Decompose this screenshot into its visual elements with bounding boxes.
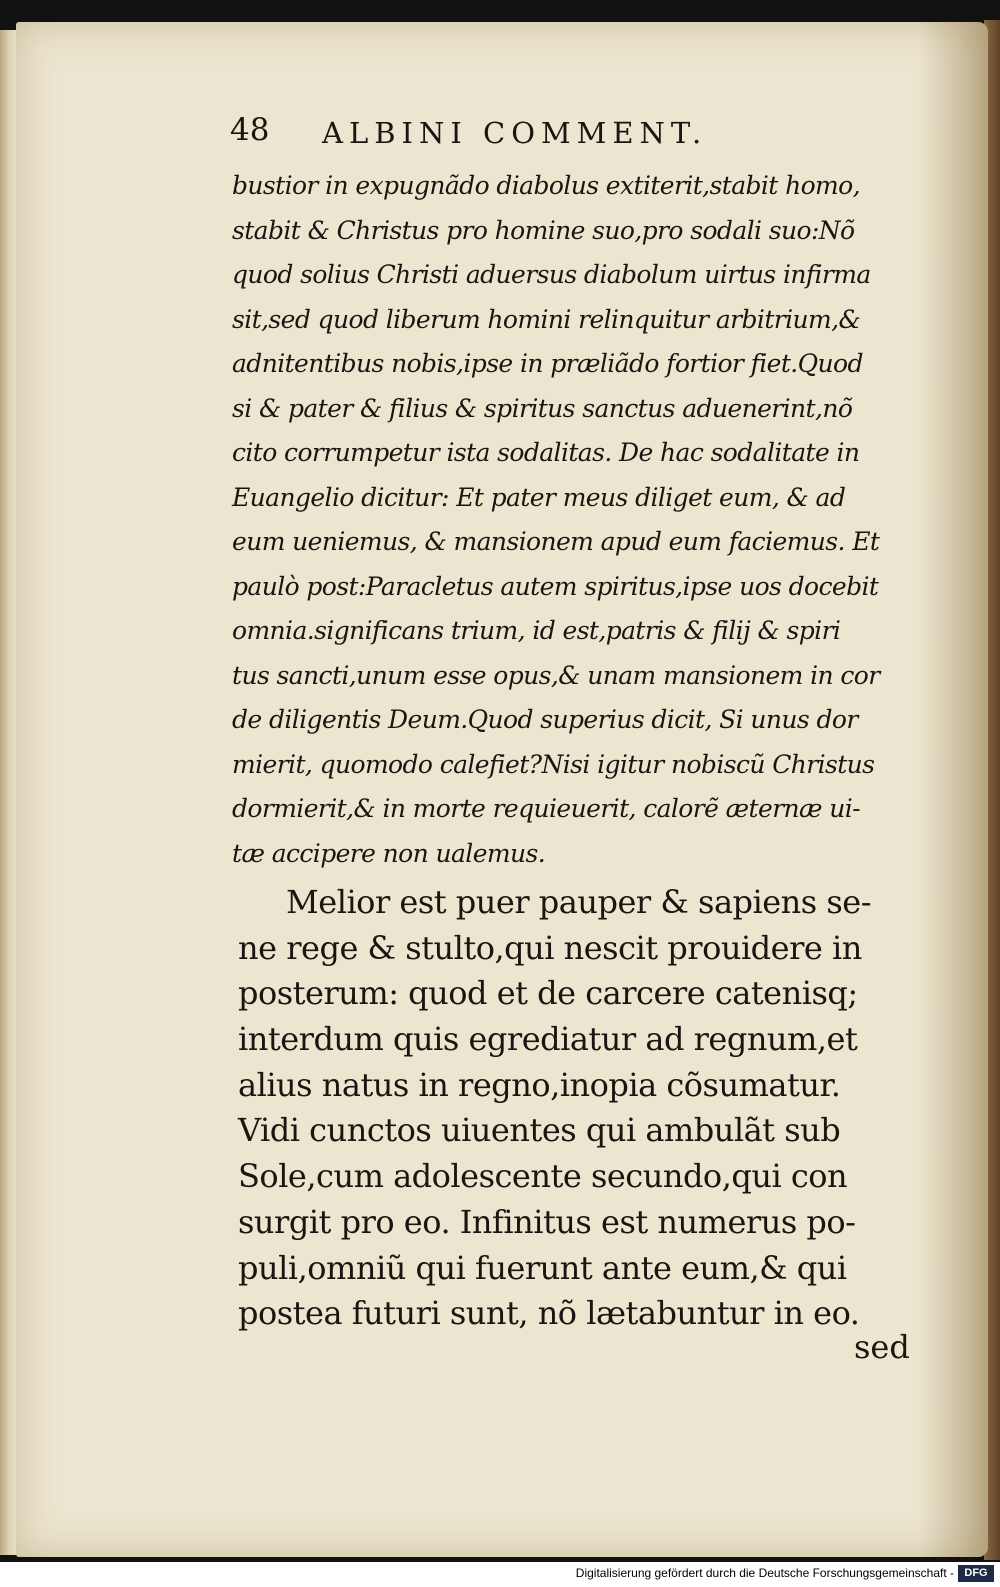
- commentary-line: Euangelio dicitur: Et pater meus diliget eum, & ad: [232, 482, 846, 512]
- commentary-line: stabit & Christus pro homine suo,pro sodali suo:Nõ: [232, 215, 855, 245]
- commentary-text: [232, 164, 902, 876]
- commentary-line: de diligentis Deum.Quod superius dicit, Si unus dor: [232, 705, 858, 734]
- commentary-line: tæ accipere non ualemus.: [232, 838, 546, 868]
- scripture-line: surgit pro eo. Infinitus est numerus po-: [238, 1202, 856, 1241]
- running-head: [230, 108, 830, 154]
- commentary-line: bustior in expugnãdo diabolus extiterit,stabit homo,: [232, 171, 860, 200]
- commentary-line: eum ueniemus, & mansionem apud eum faciemus. Et: [232, 527, 880, 556]
- digitization-credit: [0, 1562, 1000, 1587]
- catchword: sed: [854, 1328, 910, 1366]
- commentary-line: si & pater & filius & spiritus sanctus aduenerint,nõ: [232, 393, 853, 423]
- running-title: ALBINI COMMENT.: [322, 116, 708, 150]
- scripture-line: postea futuri sunt, nõ lætabuntur in eo.: [238, 1294, 860, 1333]
- commentary-line: omnia.significans trium, id est,patris & filij & spiri: [232, 616, 841, 645]
- commentary-line: mierit, quomodo calefiet?Nisi igitur nobiscũ Christus: [232, 749, 875, 779]
- scripture-line: Sole,cum adolescente secundo,qui con: [238, 1157, 848, 1196]
- gutter-shadow: [918, 22, 988, 1557]
- scripture-text: [238, 880, 918, 1337]
- commentary-line: tus sancti,unum esse opus,& unam mansionem in cor: [232, 660, 880, 690]
- scripture-line: Melior est puer pauper & sapiens se-: [286, 883, 872, 921]
- credit-text: Digitalisierung gefördert durch die Deutsche Forschungsgemeinschaft -: [575, 1566, 954, 1580]
- scripture-line: puli,omniũ qui fuerunt ante eum,& qui: [238, 1248, 847, 1287]
- scripture-line: posterum: quod et de carcere catenisq;: [238, 974, 858, 1013]
- commentary-line: sit,sed quod liberum homini relinquitur arbitrium,&: [232, 304, 861, 334]
- commentary-line: cito corrumpetur ista sodalitas. De hac sodalitate in: [232, 438, 860, 467]
- commentary-line: paulò post:Paracletus autem spiritus,ipse uos docebit: [232, 571, 879, 601]
- scripture-line: interdum quis egrediatur ad regnum,et: [238, 1020, 858, 1059]
- commentary-line: dormierit,& in morte requieuerit, calorẽ æternæ ui-: [232, 794, 861, 823]
- scripture-line: Vidi cunctos uiuentes qui ambulãt sub: [238, 1111, 841, 1150]
- scripture-line: ne rege & stulto,qui nescit prouidere in: [238, 928, 862, 967]
- dfg-logo: DFG: [958, 1565, 994, 1582]
- scripture-line: alius natus in regno,inopia cõsumatur.: [238, 1065, 841, 1104]
- commentary-line: adnitentibus nobis,ipse in præliãdo fortior fiet.Quod: [232, 349, 863, 378]
- page-number: 48: [230, 112, 270, 148]
- commentary-line: quod solius Christi aduersus diabolum uirtus infirma: [232, 260, 871, 289]
